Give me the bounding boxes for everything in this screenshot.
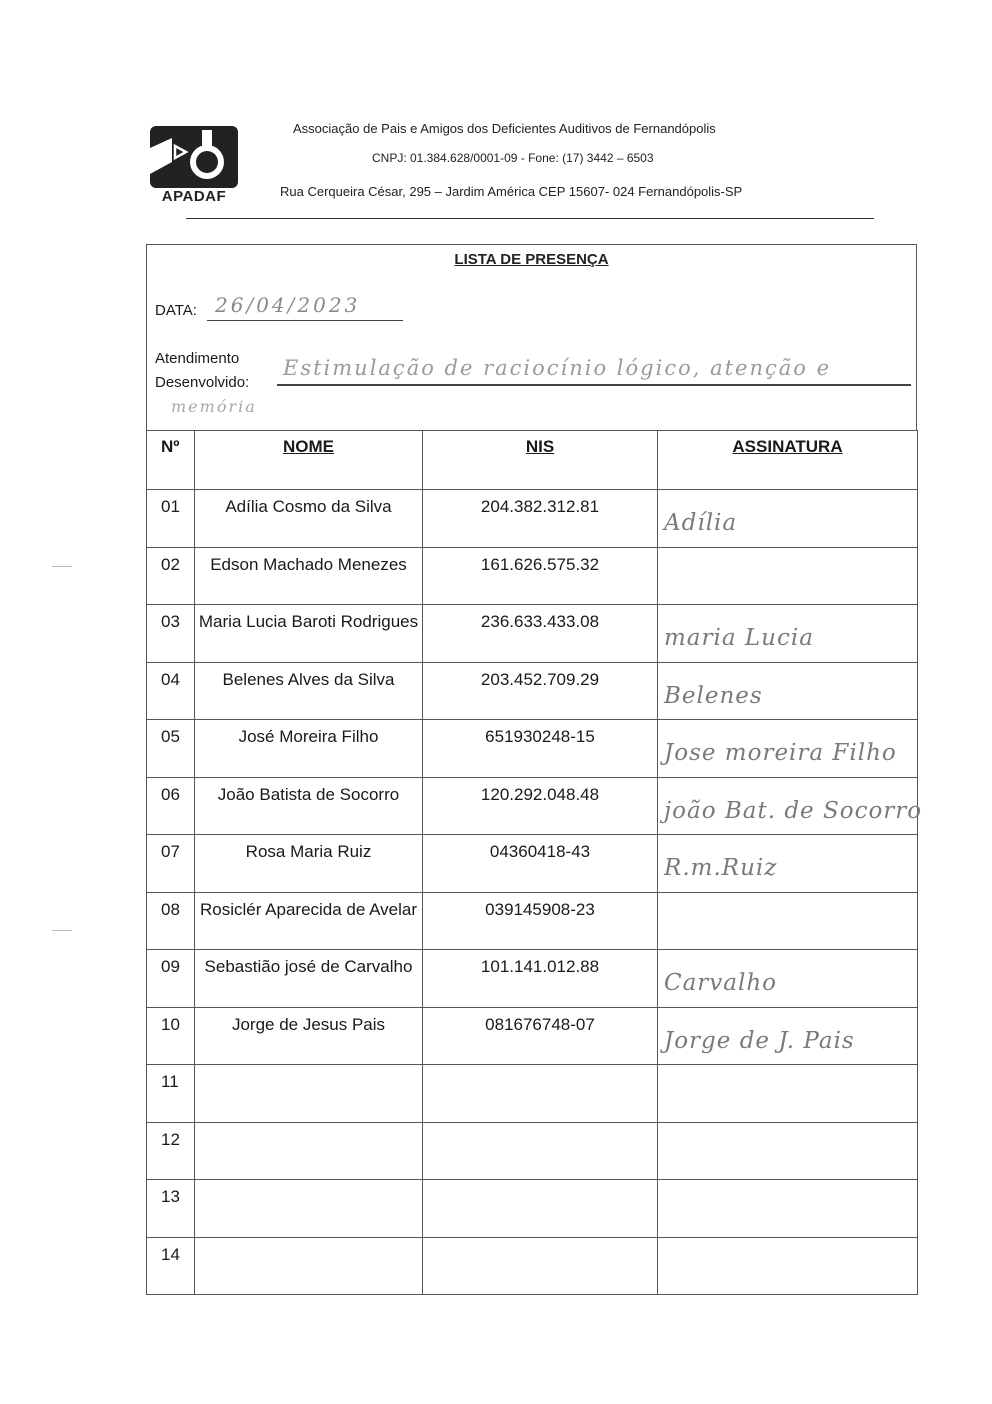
attendance-table xyxy=(146,430,923,1295)
row-signature xyxy=(658,1065,918,1123)
punch-mark xyxy=(52,930,72,931)
row-num: 01 xyxy=(147,490,195,548)
atendimento-label xyxy=(155,347,249,395)
row-num: 12 xyxy=(147,1122,195,1180)
row-name: João Batista de Socorro xyxy=(195,777,423,835)
row-nis xyxy=(423,1122,658,1180)
table-row xyxy=(147,1122,918,1180)
row-signature xyxy=(658,892,918,950)
table-row xyxy=(147,720,918,778)
row-name: Maria Lucia Baroti Rodrigues xyxy=(195,605,423,663)
row-nis: 039145908-23 xyxy=(423,892,658,950)
handwritten-signature: Jose moreira Filho xyxy=(664,740,897,766)
table-row xyxy=(147,1180,918,1238)
row-num: 07 xyxy=(147,835,195,893)
handwritten-signature: R.m.Ruiz xyxy=(664,855,778,881)
table-row xyxy=(147,1065,918,1123)
row-nis xyxy=(423,1237,658,1295)
table-row xyxy=(147,1237,918,1295)
org-name: Associação de Pais e Amigos dos Deficientes Auditivos de Fernandópolis xyxy=(293,121,716,136)
atendimento-label-line1: Atendimento xyxy=(155,350,240,367)
row-num: 06 xyxy=(147,777,195,835)
table-row xyxy=(147,662,918,720)
table-row xyxy=(147,605,918,663)
row-signature xyxy=(658,547,918,605)
row-signature xyxy=(658,777,923,835)
row-name: Sebastião josé de Carvalho xyxy=(195,950,423,1008)
row-num: 10 xyxy=(147,1007,195,1065)
table-row xyxy=(147,950,918,1008)
org-cnpj: CNPJ: 01.384.628/0001-09 - Fone: (17) 3442 – 6503 xyxy=(372,151,654,165)
row-nis: 161.626.575.32 xyxy=(423,547,658,605)
atendimento-field-line1: Estimulação de raciocínio lógico, atenção e xyxy=(283,356,832,380)
row-name xyxy=(195,1122,423,1180)
handwritten-signature: maria Lucia xyxy=(664,625,814,651)
atendimento-label-line2: Desenvolvido: xyxy=(155,374,250,391)
list-title: LISTA DE PRESENÇA xyxy=(454,251,609,268)
handwritten-signature: Carvalho xyxy=(664,970,778,996)
row-name: Adília Cosmo da Silva xyxy=(195,490,423,548)
row-num: 09 xyxy=(147,950,195,1008)
row-num: 04 xyxy=(147,662,195,720)
row-num: 13 xyxy=(147,1180,195,1238)
row-name: Rosiclér Aparecida de Avelar xyxy=(195,892,423,950)
row-signature xyxy=(658,1122,918,1180)
handwritten-signature: Belenes xyxy=(664,682,763,709)
header-nis: NIS xyxy=(423,431,658,490)
row-nis: 204.382.312.81 xyxy=(423,490,658,548)
row-signature xyxy=(658,490,918,548)
row-num: 14 xyxy=(147,1237,195,1295)
row-nis: 651930248-15 xyxy=(423,720,658,778)
handwritten-signature: Adília xyxy=(664,510,738,536)
table-row xyxy=(147,547,918,605)
row-nis: 081676748-07 xyxy=(423,1007,658,1065)
atendimento-field-line2: memória xyxy=(171,397,257,416)
table-row xyxy=(147,1007,918,1065)
table-row xyxy=(147,490,918,548)
header-divider xyxy=(186,218,874,219)
row-signature xyxy=(658,662,918,720)
row-nis xyxy=(423,1180,658,1238)
table-row xyxy=(147,892,918,950)
attendance-form-header xyxy=(146,244,917,431)
row-nis: 236.633.433.08 xyxy=(423,605,658,663)
row-num: 11 xyxy=(147,1065,195,1123)
row-num: 05 xyxy=(147,720,195,778)
row-nis: 101.141.012.88 xyxy=(423,950,658,1008)
row-nis: 120.292.048.48 xyxy=(423,777,658,835)
table-row xyxy=(147,777,918,835)
row-signature xyxy=(658,720,918,778)
handwritten-signature: Jorge de J. Pais xyxy=(664,1027,855,1054)
row-signature xyxy=(658,950,918,1008)
table-header-row xyxy=(147,431,918,490)
header-name: NOME xyxy=(195,431,423,490)
org-address: Rua Cerqueira César, 295 – Jardim América CEP 15607- 024 Fernandópolis-SP xyxy=(280,184,743,199)
date-label: DATA: xyxy=(155,302,197,319)
row-name xyxy=(195,1180,423,1238)
row-name xyxy=(195,1237,423,1295)
row-signature xyxy=(658,835,918,893)
row-name: Belenes Alves da Silva xyxy=(195,662,423,720)
row-num: 02 xyxy=(147,547,195,605)
apadaf-logo xyxy=(148,126,240,206)
header-num: Nº xyxy=(147,431,195,490)
row-signature xyxy=(658,1007,918,1065)
row-name: Rosa Maria Ruiz xyxy=(195,835,423,893)
header-signature: ASSINATURA xyxy=(658,431,918,490)
date-field: 26/04/2023 xyxy=(207,293,403,321)
row-nis: 04360418-43 xyxy=(423,835,658,893)
row-name: Jorge de Jesus Pais xyxy=(195,1007,423,1065)
row-signature xyxy=(658,605,918,663)
row-nis: 203.452.709.29 xyxy=(423,662,658,720)
logo-text: APADAF xyxy=(161,188,227,205)
row-nis xyxy=(423,1065,658,1123)
handwritten-signature: joão Bat. de Socorro xyxy=(664,797,923,824)
atendimento-underline xyxy=(277,384,911,386)
row-name: José Moreira Filho xyxy=(195,720,423,778)
row-name: Edson Machado Menezes xyxy=(195,547,423,605)
row-name xyxy=(195,1065,423,1123)
row-num: 03 xyxy=(147,605,195,663)
row-signature xyxy=(658,1237,918,1295)
logo-ear-icon xyxy=(150,126,238,188)
table-row xyxy=(147,835,918,893)
row-num: 08 xyxy=(147,892,195,950)
row-signature xyxy=(658,1180,918,1238)
punch-mark xyxy=(52,566,72,567)
